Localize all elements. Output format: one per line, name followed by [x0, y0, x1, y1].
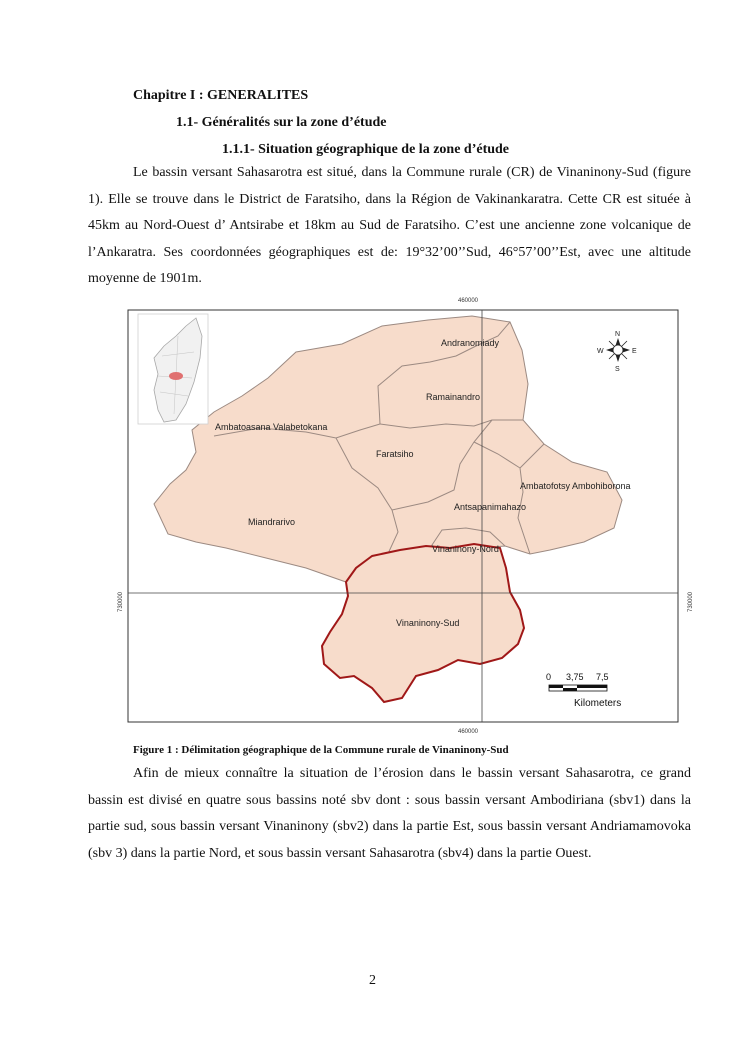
- label-miandrarivo: Miandrarivo: [248, 517, 296, 527]
- grid-label-top: 460000: [458, 298, 479, 304]
- label-ramainandro: Ramainandro: [426, 392, 481, 402]
- label-ambatofotsy-ambohiborona: Ambatofotsy Ambohiborona: [520, 481, 631, 491]
- paragraph-subbasins: Afin de mieux connaître la situation de l’érosion dans le bassin versant Sahasarotra, ce grand bassin est divisé en quatre sous bassins noté sbv dont : sous bassin versant Ambodiriana (sbv1) dans la partie sud, sous bassin versant Vinaninony (sbv2) dans la partie Est, sous bassin versant Andriamamovoka (sbv 3) dans la partie Nord, et sous bassin versant Sahasarotra (sbv4) dans la partie Ouest.: [88, 766, 691, 861]
- label-ambatoasana-valabetokana: Ambatoasana Valabetokana: [215, 422, 328, 432]
- chapter-heading: Chapitre I : GENERALITES: [133, 88, 309, 103]
- compass-west: W: [597, 348, 604, 355]
- grid-label-bottom: 460000: [458, 729, 479, 735]
- figure-caption: Figure 1 : Délimitation géographique de la Commune rurale de Vinaninony-Sud: [133, 744, 509, 756]
- scale-tick-1: 3,75: [566, 672, 584, 682]
- label-faratsiho: Faratsiho: [376, 449, 414, 459]
- compass-south: S: [615, 366, 620, 373]
- label-vinaninony-sud: Vinaninony-Sud: [396, 618, 460, 628]
- section-heading: 1.1- Généralités sur la zone d’étude: [176, 115, 387, 130]
- scale-tick-2: 7,5: [596, 672, 609, 682]
- compass-east: E: [632, 348, 637, 355]
- paragraph-intro: Le bassin versant Sahasarotra est situé, dans la Commune rurale (CR) de Vinaninony-Sud (figure 1). Elle se trouve dans le District de Faratsiho, dans la Région de Vakinankaratra. Cette CR est située à 45km au Nord-Ouest d’ Antsirabe et 18km au Sud de Faratsiho. C’est une ancienne zone volcanique de l’Ankaratra. Ses coordonnées géographiques est de: 19°32’00’’Sud, 46°57’00’’Est, avec une altitude moyenne de 1901m.: [88, 165, 691, 286]
- scale-tick-0: 0: [546, 672, 552, 682]
- label-antsapanimahazo: Antsapanimahazo: [454, 502, 527, 512]
- grid-label-right: 730000: [688, 591, 694, 612]
- subsection-heading: 1.1.1- Situation géographique de la zone d’étude: [222, 142, 510, 157]
- scale-unit: Kilometers: [574, 698, 622, 709]
- commune-map: [110, 292, 700, 737]
- label-andranomiady: Andranomiady: [441, 338, 500, 348]
- grid-label-left: 730000: [118, 591, 124, 612]
- madagascar-inset: [138, 314, 208, 424]
- page-number: 2: [369, 973, 376, 988]
- compass-north: N: [615, 331, 621, 338]
- commune-map-figure: [110, 292, 700, 737]
- label-vinaninony-nord: Vinaninony-Nord: [432, 544, 499, 554]
- study-area-marker: [169, 372, 183, 380]
